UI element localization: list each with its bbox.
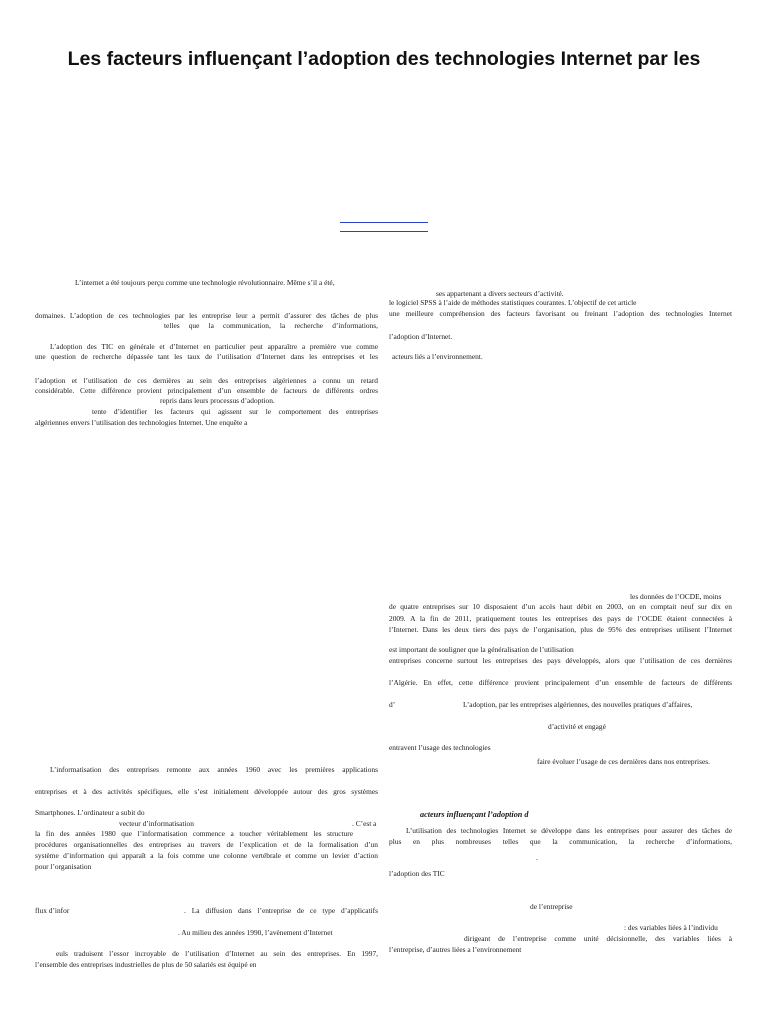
hyperlink-underline[interactable]	[340, 222, 428, 223]
text-line: les données de l’OCDE, moins	[630, 592, 722, 601]
text-line: telles que la communication, la recherche d’informations,	[164, 321, 378, 330]
text-line: plus en plus nombreuses telles que la communication, la recherche d’informations,	[389, 837, 732, 846]
text-line: l’adoption et l’utilisation de ces dernières au sein des entreprises algériennes a connu un retard	[35, 376, 378, 385]
text-line: l’Algérie. En effet, cette différence provient principalement d’un ensemble de facteurs de différents	[389, 678, 732, 687]
text-line: L’utilisation des technologies Internet se développe dans les entreprises pour assurer des tâches de	[406, 826, 732, 835]
text-line: dirigeant de l’entreprise comme unité décisionnelle, des variables liées à	[464, 934, 732, 943]
text-line: l’adoption des TIC	[389, 869, 445, 878]
text-line: pour l’organisation	[35, 862, 92, 871]
text-line: entreprises et à des activités spécifiques, elle s’est initialement développée autour des gros systèmes	[35, 787, 378, 796]
text-line: .	[536, 853, 538, 862]
text-line: flux d’infor	[35, 906, 70, 915]
text-line: Smartphones. L’ordinateur a subit do	[35, 808, 145, 817]
text-line: acteurs liés a l’environnement.	[392, 352, 483, 361]
text-line: L’adoption, par les entreprises algériennes, des nouvelles pratiques d’affaires,	[463, 700, 693, 709]
text-line: . Au milieu des années 1990, l’avènement d’Internet	[178, 928, 333, 937]
text-line: de l’entreprise	[530, 902, 573, 911]
text-line: L’internet a été toujours perçu comme une technologie révolutionnaire. Même s’il a été,	[75, 278, 335, 287]
text-line: entreprises concerne surtout les entreprises des pays développés, alors que l’utilisation de ces dernières	[389, 656, 732, 665]
text-line: l’entreprise, d’autres liées a l’environnement	[389, 945, 522, 954]
section-heading: acteurs influençant l’adoption d	[420, 810, 529, 819]
text-line: considérable. Cette différence provient principalement d’un ensemble de facteurs de différents ordres	[35, 386, 378, 395]
text-line: entravent l’usage des technologies	[389, 743, 491, 752]
text-line: d’activité et engagé	[548, 722, 606, 731]
text-line: la fin des années 1980 que l’informatisation commence a toucher véritablement les structure	[35, 829, 353, 838]
text-line: repris dans leurs processus d’adoption.	[160, 396, 275, 405]
text-line: L’informatisation des entreprises remonte aux années 1960 avec les premières applications	[50, 765, 378, 774]
text-line: . La diffusion dans l’entreprise de ce type d’applicatifs	[184, 906, 378, 915]
text-line: ses appartenant a divers secteurs d’activité.	[436, 289, 564, 298]
text-line: L’adoption des TIC en générale et d’Internet en particulier peut apparaître a première vue comme	[50, 342, 378, 351]
text-line: domaines. L’adoption de ces technologies par les entreprise leur a permit d’assurer des tâches de plus	[35, 311, 378, 320]
text-line: l’Internet. Dans les deux tiers des pays de l’organisation, plus de 95% des entreprises utilisent l’Internet	[389, 625, 732, 634]
text-line: d’	[389, 700, 396, 709]
text-line: euls traduisent l’essor incroyable de l’utilisation d’Internet au sein des entreprises. En 1997,	[56, 949, 378, 958]
document-title: Les facteurs influençant l’adoption des technologies Internet par les	[67, 48, 701, 70]
text-line: procédures organisationnelles des entreprises au travers de l’explication et de la formalisation d’un	[35, 840, 378, 849]
text-line: : des variables liées à l’individu	[624, 923, 718, 932]
text-line: algériennes envers l’utilisation des technologies Internet. Une enquête a	[35, 418, 248, 427]
text-line: une meilleure compréhension des facteurs favorisant ou freinant l’adoption des technologies Internet	[389, 309, 732, 318]
text-line: système d’information qui apparaît a la fois comme une colonne vertébrale et comme un levier d’action	[35, 851, 378, 860]
text-line: de quatre entreprises sur 10 disposaient d’un accès haut débit en 2003, on en comptait neuf sur dix en	[389, 602, 732, 611]
text-line: le logiciel SPSS à l’aide de méthodes statistiques courantes. L’objectif de cet article	[389, 298, 637, 307]
text-line: une question de recherche dépassée tant les taux de l’utilisation d’Internet dans les entreprises et les	[35, 352, 378, 361]
hyperlink-underline[interactable]	[340, 231, 428, 232]
text-line: . C’est a	[352, 819, 377, 828]
text-line: tente d’identifier les facteurs qui agissent sur le comportement des entreprises	[92, 407, 378, 416]
text-line: vecteur d’informatisation	[119, 819, 194, 828]
text-line: 2009. A la fin de 2011, pratiquement toutes les entreprises des pays de l’OCDE étaient connectées à	[389, 614, 732, 623]
text-line: est important de souligner que la généralisation de l’utilisation	[389, 645, 574, 654]
text-line: l’ensemble des entreprises industrielles de plus de 50 salariés est équipé en	[35, 960, 257, 969]
text-line: faire évoluer l’usage de ces dernières dans nos entreprises.	[537, 757, 710, 766]
text-line: l’adoption d’Internet.	[389, 332, 453, 341]
